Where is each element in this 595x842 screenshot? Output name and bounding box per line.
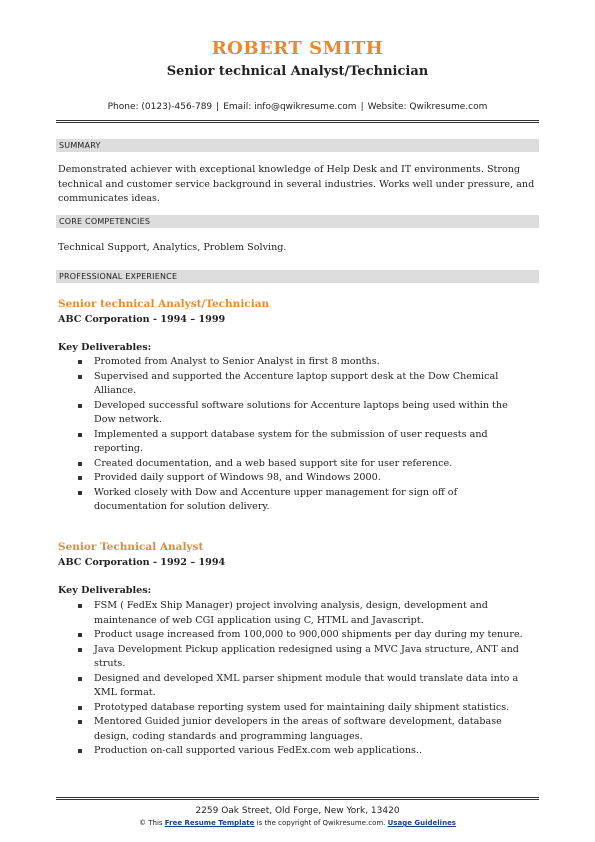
free-resume-template-link[interactable]: Free Resume Template <box>164 819 255 827</box>
footer-copyright <box>0 818 595 828</box>
bullet-icon <box>78 677 82 681</box>
usage-guidelines-link[interactable]: Usage Guidelines <box>387 819 456 827</box>
deliverables-list <box>78 355 530 515</box>
section-heading-experience: PROFESSIONAL EXPERIENCE <box>56 270 539 283</box>
bullet-icon <box>78 433 82 437</box>
list-item: Product usage increased from 100,000 to 900,000 shipments per day during my tenure. <box>78 628 530 643</box>
copyright-text: is the copyright of Qwikresume.com. <box>256 819 386 827</box>
contact-email: Email: info@qwikresume.com <box>223 102 357 112</box>
job-title: Senior technical Analyst/Technician <box>58 298 270 310</box>
list-item: Worked closely with Dow and Accenture upper management for sign off of documentation for solution delivery. <box>78 486 530 515</box>
header-divider <box>56 120 539 123</box>
bullet-icon <box>78 604 82 608</box>
copyright-prefix: © This <box>139 819 163 827</box>
list-item: Developed successful software solutions for Accenture laptops being used within the Dow network. <box>78 399 530 428</box>
section-heading-summary: SUMMARY <box>56 139 539 152</box>
list-item: Provided daily support of Windows 98, and Windows 2000. <box>78 471 530 486</box>
deliverables-list <box>78 599 530 759</box>
key-deliverables-label: Key Deliverables: <box>58 342 152 353</box>
list-item: Prototyped database reporting system used for maintaining daily shipment statistics. <box>78 701 530 716</box>
contact-website: Website: Qwikresume.com <box>367 102 488 112</box>
list-item: Created documentation, and a web based support site for user reference. <box>78 457 530 472</box>
bullet-icon <box>78 633 82 637</box>
bullet-icon <box>78 375 82 379</box>
bullet-icon <box>78 404 82 408</box>
bullet-icon <box>78 476 82 480</box>
candidate-title: Senior technical Analyst/Technician <box>166 64 429 79</box>
contact-line <box>0 101 595 113</box>
bullet-icon <box>78 491 82 495</box>
list-item: Implemented a support database system for the submission of user requests and reporting. <box>78 428 530 457</box>
list-item: Supervised and supported the Accenture laptop support desk at the Dow Chemical Alliance. <box>78 370 530 399</box>
competencies-text: Technical Support, Analytics, Problem Solving. <box>58 242 287 253</box>
bullet-icon <box>78 648 82 652</box>
candidate-name: ROBERT SMITH <box>211 38 384 59</box>
bullet-icon <box>78 360 82 364</box>
bullet-icon <box>78 706 82 710</box>
contact-separator: | <box>216 102 220 112</box>
job-company: ABC Corporation - 1994 – 1999 <box>58 314 226 325</box>
contact-separator: | <box>360 102 364 112</box>
bullet-icon <box>78 720 82 724</box>
bullet-icon <box>78 462 82 466</box>
summary-text: Demonstrated achiever with exceptional knowledge of Help Desk and IT environments. Strong technical and customer service background in several industries. Works well under pressure, and communicates ideas. <box>58 164 535 204</box>
section-heading-competencies: CORE COMPETENCIES <box>56 215 539 228</box>
key-deliverables-label: Key Deliverables: <box>58 585 152 596</box>
list-item: Production on-call supported various FedEx.com web applications.. <box>78 744 530 759</box>
contact-phone: Phone: (0123)-456-789 <box>107 102 213 112</box>
list-item: Java Development Pickup application redesigned using a MVC Java structure, ANT and struts. <box>78 643 530 672</box>
list-item: FSM ( FedEx Ship Manager) project involving analysis, design, development and maintenance of web CGI application using C, HTML and Javascript. <box>78 599 530 628</box>
job-title: Senior Technical Analyst <box>58 541 204 553</box>
list-item: Mentored Guided junior developers in the areas of software development, database design, coding standards and programming languages. <box>78 715 530 744</box>
footer-divider <box>56 797 539 800</box>
footer-address: 2259 Oak Street, Old Forge, New York, 13420 <box>195 806 400 816</box>
bullet-icon <box>78 749 82 753</box>
job-company: ABC Corporation - 1992 – 1994 <box>58 557 226 568</box>
list-item: Designed and developed XML parser shipment module that would translate data into a XML format. <box>78 672 530 701</box>
list-item: Promoted from Analyst to Senior Analyst in first 8 months. <box>78 355 530 370</box>
